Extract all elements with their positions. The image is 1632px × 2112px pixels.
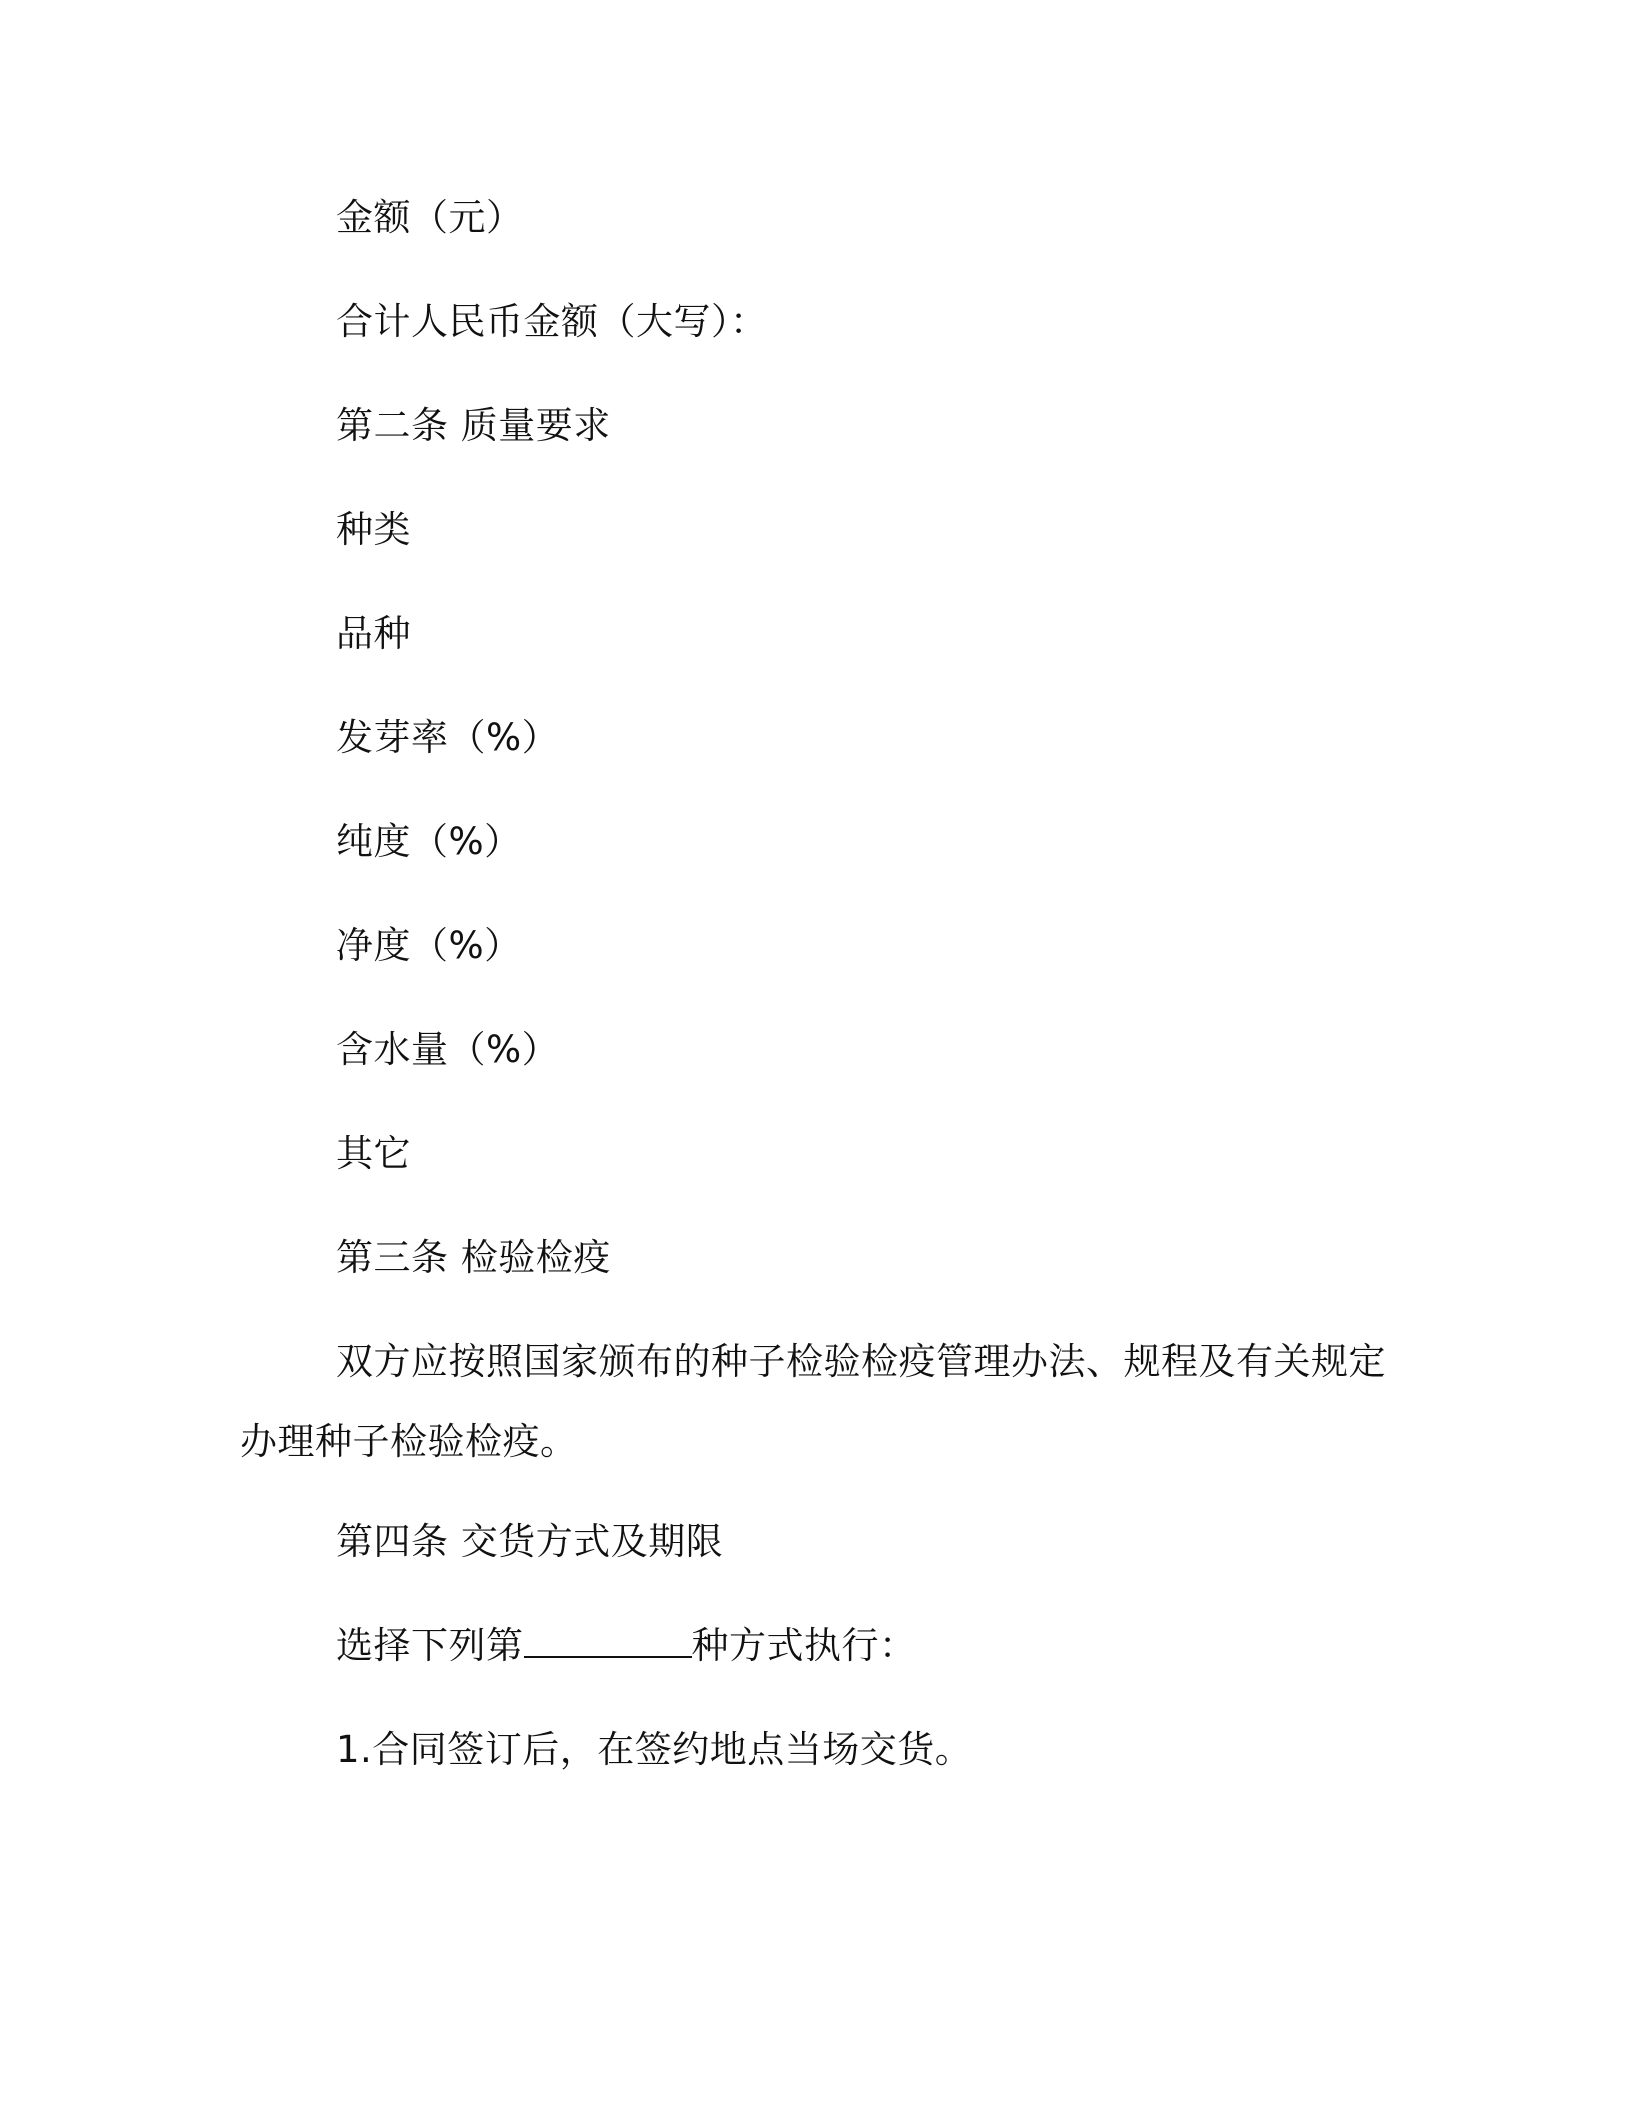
category-label: 种类 xyxy=(336,508,411,551)
delivery-choice-suffix: 种方式执行： xyxy=(691,1624,917,1667)
delivery-choice-line xyxy=(336,1624,917,1668)
other-label: 其它 xyxy=(336,1132,411,1175)
cleanliness-label: 净度（%） xyxy=(336,924,522,967)
germination-rate-label: 发芽率（%） xyxy=(336,716,560,759)
inspection-paragraph: 双方应按照国家颁布的种子检验检疫管理办法、规程及有关规定办理种子检验检疫。 xyxy=(240,1340,1386,1463)
article-3-heading: 第三条 检验检疫 xyxy=(336,1236,611,1279)
moisture-content-label: 含水量（%） xyxy=(336,1028,560,1071)
amount-label: 金额（元） xyxy=(336,196,524,239)
variety-label: 品种 xyxy=(336,612,411,655)
purity-label: 纯度（%） xyxy=(336,820,522,863)
fill-in-blank[interactable] xyxy=(524,1626,692,1658)
article-2-heading: 第二条 质量要求 xyxy=(336,404,611,447)
total-amount-label: 合计人民币金额（大写）： xyxy=(336,300,768,343)
article-4-heading: 第四条 交货方式及期限 xyxy=(336,1520,724,1563)
delivery-choice-prefix: 选择下列第 xyxy=(336,1624,524,1667)
delivery-option-1: 1.合同签订后，在签约地点当场交货。 xyxy=(336,1728,973,1771)
